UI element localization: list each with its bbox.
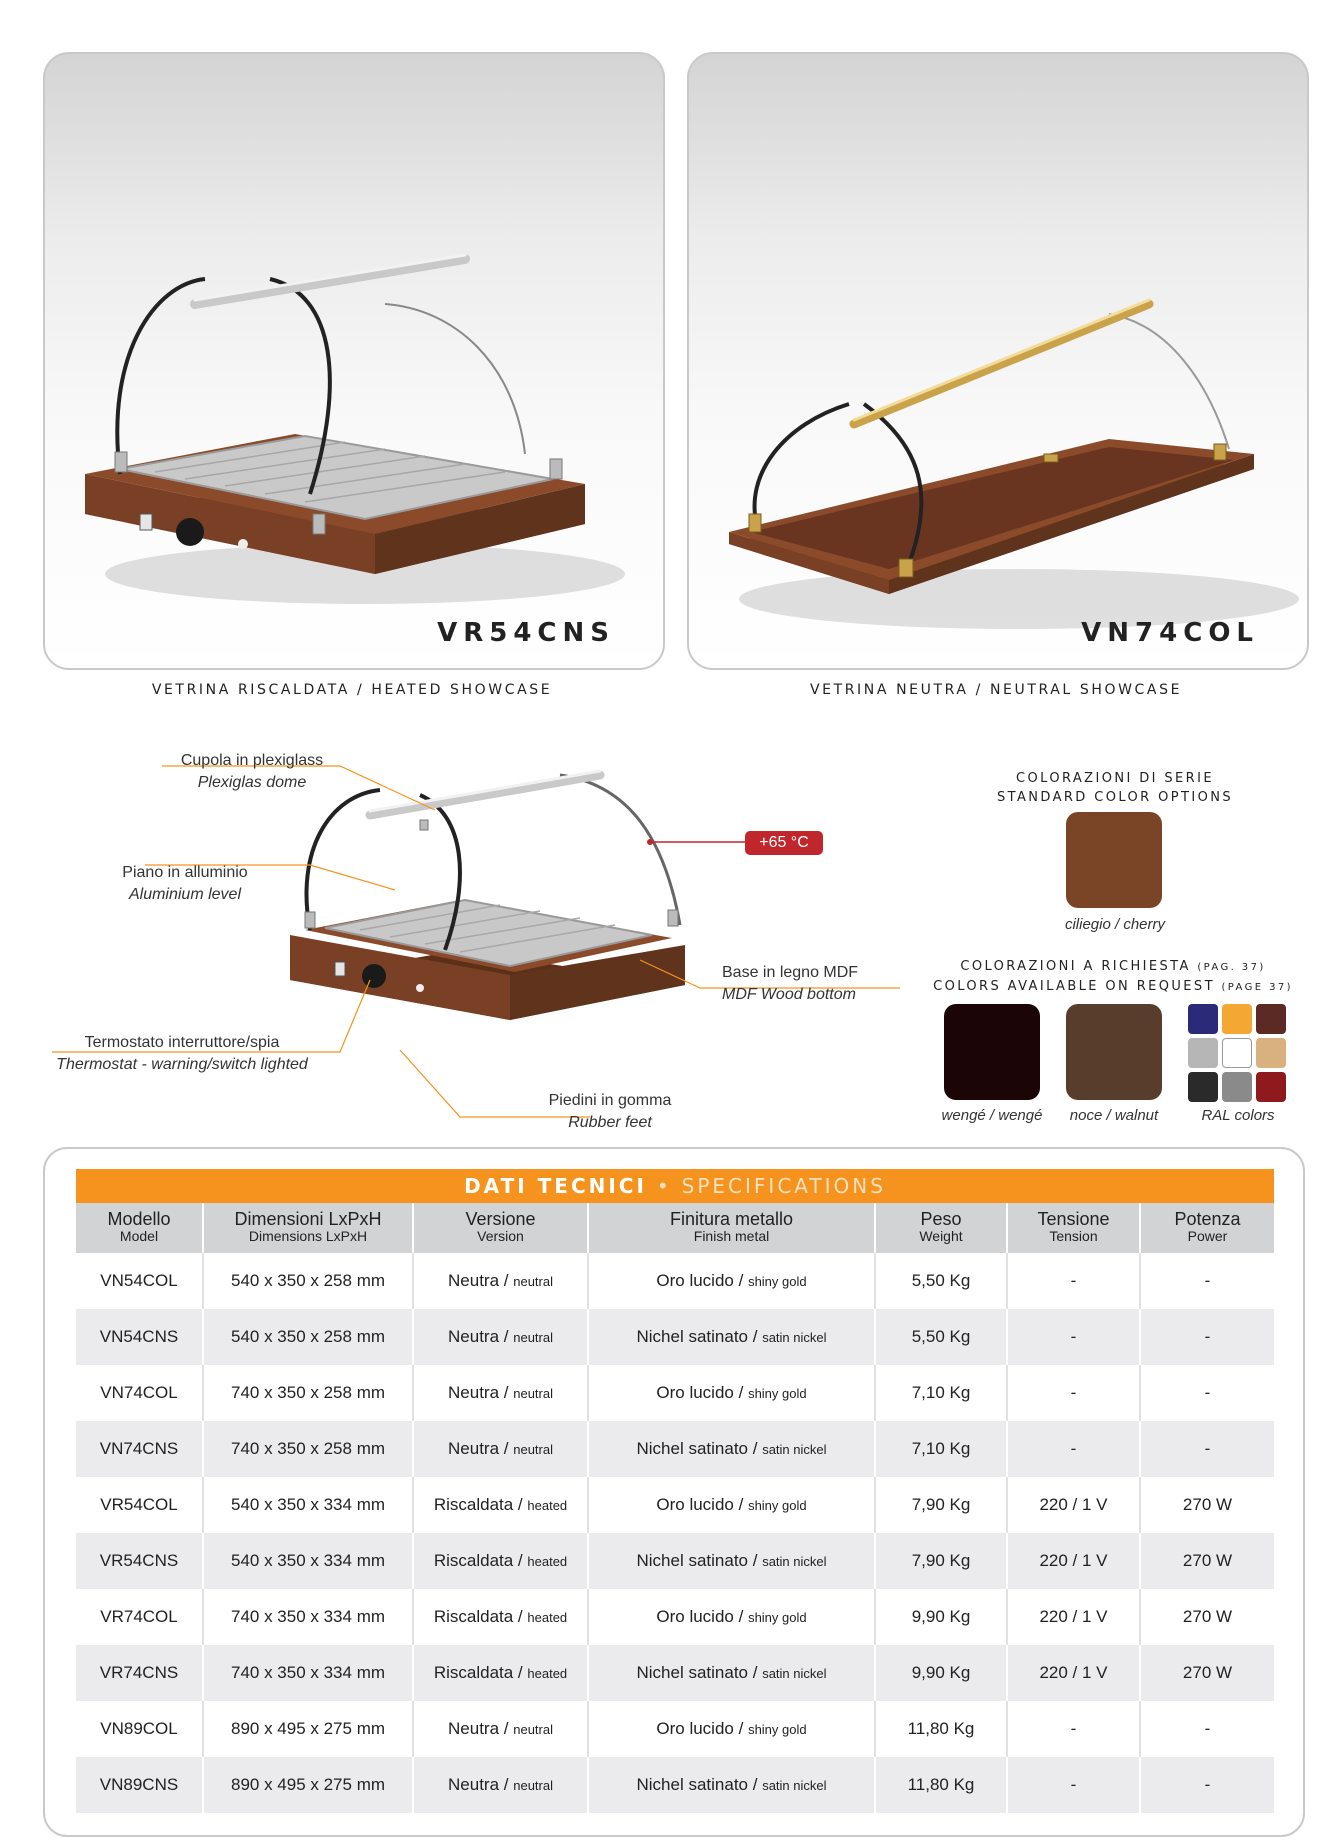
specs-table [76, 1203, 1274, 1813]
cell-finish: Oro lucido / shiny gold [588, 1589, 875, 1645]
col-header-version: Versione Version [413, 1203, 588, 1253]
cell-model: VN74CNS [76, 1421, 203, 1477]
table-row [76, 1477, 1274, 1533]
specs-title-separator: • [656, 1174, 672, 1198]
cell-version: Neutra / neutral [413, 1757, 588, 1813]
cell-finish: Oro lucido / shiny gold [588, 1477, 875, 1533]
specs-title: DATI TECNICI [464, 1174, 647, 1198]
cell-model: VN54CNS [76, 1309, 203, 1365]
cell-dimensions: 740 x 350 x 258 mm [203, 1421, 413, 1477]
cell-power: 270 W [1140, 1645, 1274, 1701]
callout-level [100, 862, 270, 906]
swatch-cherry-label: ciliegio / cherry [1064, 916, 1166, 933]
cell-model: VR54COL [76, 1477, 203, 1533]
cell-weight: 11,80 Kg [875, 1701, 1007, 1757]
cell-finish: Nichel satinato / satin nickel [588, 1757, 875, 1813]
table-row [76, 1533, 1274, 1589]
table-row [76, 1589, 1274, 1645]
temperature-badge: +65 °C [745, 831, 823, 855]
cell-power: 270 W [1140, 1589, 1274, 1645]
callout-thermostat-label-en: Thermostat - warning/switch lighted [56, 1056, 308, 1073]
ral-swatch [1188, 1072, 1218, 1102]
cell-tension: 220 / 1 V [1007, 1589, 1140, 1645]
cell-dimensions: 540 x 350 x 258 mm [203, 1309, 413, 1365]
swatch-ral-label: RAL colors [1201, 1107, 1275, 1124]
col-header-weight: Peso Weight [875, 1203, 1007, 1253]
cell-version: Neutra / neutral [413, 1253, 588, 1309]
cell-finish: Nichel satinato / satin nickel [588, 1533, 875, 1589]
cell-dimensions: 890 x 495 x 275 mm [203, 1701, 413, 1757]
cell-weight: 7,10 Kg [875, 1365, 1007, 1421]
cell-power: - [1140, 1365, 1274, 1421]
callout-dome [162, 750, 342, 794]
cell-weight: 7,90 Kg [875, 1533, 1007, 1589]
cell-power: - [1140, 1701, 1274, 1757]
table-row [76, 1365, 1274, 1421]
col-header-power: Potenza Power [1140, 1203, 1274, 1253]
callout-level-label-en: Aluminium level [128, 886, 242, 903]
cell-finish: Oro lucido / shiny gold [588, 1365, 875, 1421]
specs-header-row [76, 1203, 1274, 1253]
swatch-wenge [944, 1004, 1040, 1100]
cell-version: Neutra / neutral [413, 1701, 588, 1757]
cell-model: VR74COL [76, 1589, 203, 1645]
product-card-heated [43, 52, 665, 670]
cell-dimensions: 540 x 350 x 334 mm [203, 1477, 413, 1533]
request-colors-page-note: (PAG. 37) [1197, 962, 1266, 973]
cell-model: VN74COL [76, 1365, 203, 1421]
cell-tension: 220 / 1 V [1007, 1645, 1140, 1701]
cell-dimensions: 740 x 350 x 258 mm [203, 1365, 413, 1421]
cell-dimensions: 740 x 350 x 334 mm [203, 1589, 413, 1645]
standard-colors-heading [960, 769, 1270, 807]
swatch-walnut [1066, 1004, 1162, 1100]
cell-version: Neutra / neutral [413, 1309, 588, 1365]
callout-dome-label: Cupola in plexiglass [180, 752, 324, 769]
cell-weight: 9,90 Kg [875, 1645, 1007, 1701]
cell-dimensions: 890 x 495 x 275 mm [203, 1757, 413, 1813]
ral-swatch [1256, 1038, 1286, 1068]
table-row [76, 1701, 1274, 1757]
request-colors-title-en: COLORS AVAILABLE ON REQUEST [933, 979, 1215, 994]
swatch-walnut-label: noce / walnut [1069, 1107, 1159, 1124]
cell-model: VN89CNS [76, 1757, 203, 1813]
cell-finish: Oro lucido / shiny gold [588, 1253, 875, 1309]
table-row [76, 1309, 1274, 1365]
cell-finish: Nichel satinato / satin nickel [588, 1645, 875, 1701]
product-code: VN74COL [1081, 618, 1259, 648]
product-caption-heated: VETRINA RISCALDATA / HEATED SHOWCASE [151, 682, 553, 698]
cell-tension: - [1007, 1309, 1140, 1365]
cell-weight: 5,50 Kg [875, 1309, 1007, 1365]
cell-dimensions: 540 x 350 x 334 mm [203, 1533, 413, 1589]
neutral-showcase-image [689, 54, 1307, 668]
col-header-finish: Finitura metallo Finish metal [588, 1203, 875, 1253]
cell-finish: Nichel satinato / satin nickel [588, 1421, 875, 1477]
cell-finish: Nichel satinato / satin nickel [588, 1309, 875, 1365]
cell-weight: 5,50 Kg [875, 1253, 1007, 1309]
callout-base-label: Base in legno MDF [722, 964, 859, 981]
callout-thermostat-label: Termostato interruttore/spia [84, 1034, 280, 1051]
cell-dimensions: 740 x 350 x 334 mm [203, 1645, 413, 1701]
table-row [76, 1645, 1274, 1701]
ral-color-grid [1188, 1004, 1286, 1102]
callout-dome-label-en: Plexiglas dome [197, 774, 307, 791]
ral-swatch [1188, 1004, 1218, 1034]
cell-model: VN54COL [76, 1253, 203, 1309]
cell-weight: 9,90 Kg [875, 1589, 1007, 1645]
col-header-dimensions: Dimensioni LxPxH Dimensions LxPxH [203, 1203, 413, 1253]
standard-colors-title: COLORAZIONI DI SERIE [1016, 771, 1214, 786]
cell-version: Neutra / neutral [413, 1421, 588, 1477]
ral-swatch [1222, 1038, 1252, 1068]
cell-dimensions: 540 x 350 x 258 mm [203, 1253, 413, 1309]
cell-power: - [1140, 1309, 1274, 1365]
cell-finish: Oro lucido / shiny gold [588, 1701, 875, 1757]
col-header-model: Modello Model [76, 1203, 203, 1253]
cell-weight: 7,10 Kg [875, 1421, 1007, 1477]
table-row [76, 1757, 1274, 1813]
cell-version: Riscaldata / heated [413, 1589, 588, 1645]
callout-feet [530, 1090, 690, 1134]
cell-power: 270 W [1140, 1477, 1274, 1533]
cell-tension: - [1007, 1421, 1140, 1477]
cell-version: Riscaldata / heated [413, 1477, 588, 1533]
product-card-neutral [687, 52, 1309, 670]
product-caption-neutral: VETRINA NEUTRA / NEUTRAL SHOWCASE [809, 682, 1183, 698]
callout-feet-label-en: Rubber feet [568, 1114, 652, 1131]
swatch-cherry [1066, 812, 1162, 908]
cell-tension: - [1007, 1253, 1140, 1309]
ral-swatch [1222, 1072, 1252, 1102]
col-header-tension: Tensione Tension [1007, 1203, 1140, 1253]
cell-tension: - [1007, 1701, 1140, 1757]
cell-tension: - [1007, 1365, 1140, 1421]
cell-version: Riscaldata / heated [413, 1645, 588, 1701]
cell-power: 270 W [1140, 1533, 1274, 1589]
swatch-wenge-label: wengé / wengé [941, 1107, 1043, 1124]
cell-tension: 220 / 1 V [1007, 1533, 1140, 1589]
specs-body [76, 1253, 1274, 1813]
cell-power: - [1140, 1757, 1274, 1813]
callout-feet-label: Piedini in gomma [548, 1092, 672, 1109]
cell-weight: 7,90 Kg [875, 1477, 1007, 1533]
request-colors-heading [918, 957, 1308, 997]
callout-level-label: Piano in alluminio [122, 864, 248, 881]
cell-power: - [1140, 1421, 1274, 1477]
cell-weight: 11,80 Kg [875, 1757, 1007, 1813]
specs-title-bar [76, 1169, 1274, 1203]
cell-model: VR54CNS [76, 1533, 203, 1589]
ral-swatch [1256, 1072, 1286, 1102]
specs-title-en: SPECIFICATIONS [681, 1174, 886, 1198]
cell-model: VN89COL [76, 1701, 203, 1757]
standard-colors-title-en: STANDARD COLOR OPTIONS [997, 790, 1233, 805]
cell-version: Riscaldata / heated [413, 1533, 588, 1589]
cell-tension: 220 / 1 V [1007, 1477, 1140, 1533]
table-row [76, 1421, 1274, 1477]
table-row [76, 1253, 1274, 1309]
ral-swatch [1188, 1038, 1218, 1068]
request-colors-page-note-en: (PAGE 37) [1221, 982, 1293, 993]
callout-base-label-en: MDF Wood bottom [722, 986, 856, 1003]
cell-version: Neutra / neutral [413, 1365, 588, 1421]
request-colors-title: COLORAZIONI A RICHIESTA [960, 959, 1191, 974]
ral-swatch [1222, 1004, 1252, 1034]
cell-tension: - [1007, 1757, 1140, 1813]
ral-swatch [1256, 1004, 1286, 1034]
product-code: VR54CNS [437, 618, 615, 648]
cell-power: - [1140, 1253, 1274, 1309]
cell-model: VR74CNS [76, 1645, 203, 1701]
callout-thermostat [52, 1032, 312, 1076]
callout-base [722, 962, 872, 1006]
heated-showcase-image [45, 54, 663, 668]
